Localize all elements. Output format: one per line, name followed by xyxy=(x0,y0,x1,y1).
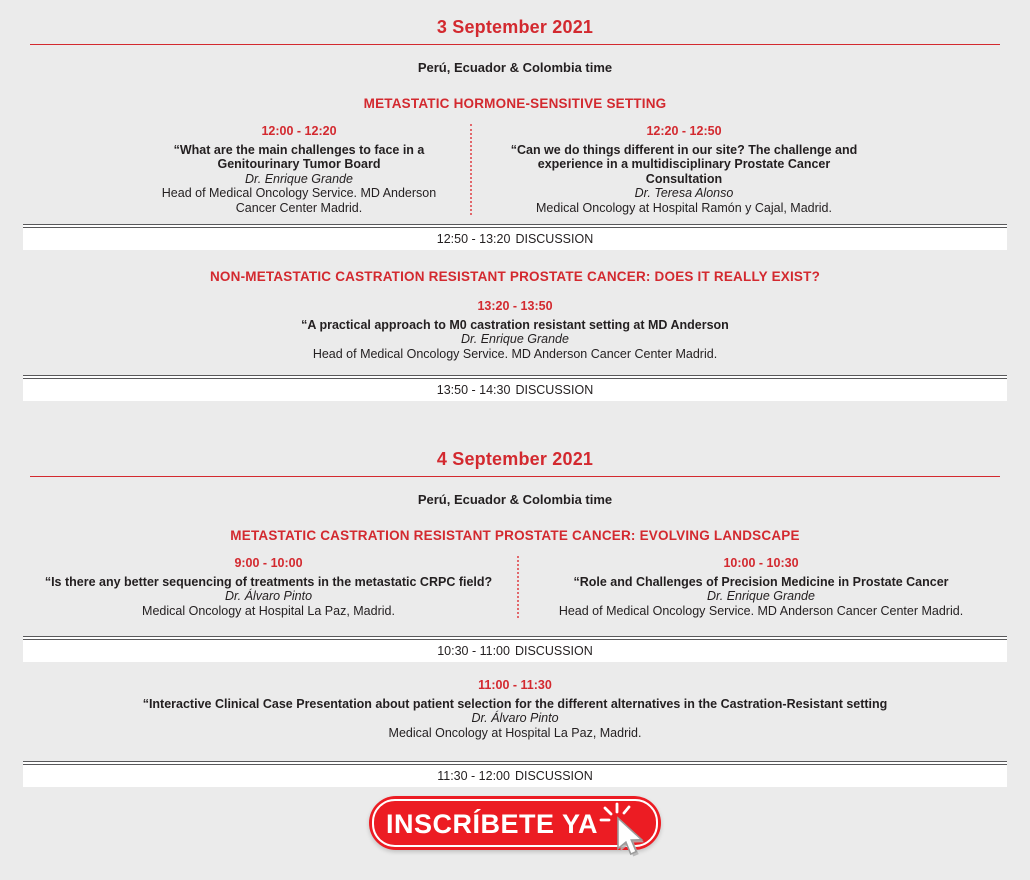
day-2-session-3 xyxy=(0,678,1030,740)
discussion-label: DISCUSSION xyxy=(514,769,593,783)
session-time: 11:00 - 11:30 xyxy=(478,678,552,692)
day-1-session-2 xyxy=(470,124,1030,215)
discussion-bar xyxy=(23,636,1007,662)
day-1-date: 3 September 2021 xyxy=(436,17,594,37)
day-2-timezone: Perú, Ecuador & Colombia time xyxy=(417,492,613,507)
register-button-area xyxy=(0,796,1030,850)
day-1-session-3 xyxy=(0,299,1030,361)
day-2-session-2 xyxy=(517,556,1030,618)
discussion-time: 10:30 - 11:00 xyxy=(437,644,510,658)
session-speaker: Dr. Teresa Alonso xyxy=(634,186,734,200)
discussion-bar xyxy=(23,375,1007,401)
session-affiliation: Medical Oncology at Hospital La Paz, Madrid. xyxy=(388,725,642,740)
session-affiliation: Medical Oncology at Hospital La Paz, Madrid. xyxy=(142,603,395,618)
discussion-time: 11:30 - 12:00 xyxy=(437,769,510,783)
session-affiliation: Head of Medical Oncology Service. MD Anderson Cancer Center Madrid. xyxy=(161,186,437,215)
day-2-session-row xyxy=(0,556,1030,618)
session-speaker: Dr. Enrique Grande xyxy=(707,589,815,603)
red-divider-line xyxy=(30,476,1000,477)
session-affiliation: Head of Medical Oncology Service. MD Anderson Cancer Center Madrid. xyxy=(312,346,718,361)
session-time: 13:20 - 13:50 xyxy=(477,299,553,313)
day-1-section xyxy=(0,17,1030,401)
session-time: 10:00 - 10:30 xyxy=(723,556,799,570)
day-2-section xyxy=(0,449,1030,787)
session-speaker: Dr. Álvaro Pinto xyxy=(224,589,313,603)
discussion-label: DISCUSSION xyxy=(515,383,594,397)
session-title: “Interactive Clinical Case Presentation about patient selection for the different alternatives in the Castration-Resistant setting xyxy=(142,696,888,711)
session-speaker: Dr. Álvaro Pinto xyxy=(471,711,559,725)
session-speaker: Dr. Enrique Grande xyxy=(461,332,569,346)
discussion-label: DISCUSSION xyxy=(514,644,593,658)
session-title: “What are the main challenges to face in a Genitourinary Tumor Board xyxy=(173,142,425,171)
session-title: “Is there any better sequencing of treatments in the metastatic CRPC field? xyxy=(44,574,493,589)
session-affiliation: Head of Medical Oncology Service. MD Anderson Cancer Center Madrid. xyxy=(558,603,964,618)
session-title: “A practical approach to M0 castration resistant setting at MD Anderson xyxy=(301,317,729,332)
session-speaker: Dr. Enrique Grande xyxy=(245,171,353,186)
day-2-heading-1: METASTATIC CASTRATION RESISTANT PROSTATE CANCER: EVOLVING LANDSCAPE xyxy=(230,528,800,543)
session-title: “Role and Challenges of Precision Medicine in Prostate Cancer xyxy=(573,574,949,589)
register-button[interactable] xyxy=(369,796,661,850)
day-2-date: 4 September 2021 xyxy=(436,449,594,469)
day-1-heading-2: NON-METASTATIC CASTRATION RESISTANT PROSTATE CANCER: DOES IT REALLY EXIST? xyxy=(209,269,821,284)
discussion-label: DISCUSSION xyxy=(515,232,594,246)
discussion-time: 13:50 - 14:30 xyxy=(436,383,511,397)
session-affiliation: Medical Oncology at Hospital Ramón y Cajal, Madrid. xyxy=(536,200,832,215)
day-2-session-1 xyxy=(0,556,517,618)
register-button-label: INSCRÍBETE YA xyxy=(385,809,599,839)
day-1-heading-1: METASTATIC HORMONE-SENSITIVE SETTING xyxy=(363,96,667,111)
discussion-time: 12:50 - 13:20 xyxy=(436,232,511,246)
session-time: 12:00 - 12:20 xyxy=(261,124,337,138)
session-time: 12:20 - 12:50 xyxy=(646,124,722,138)
day-1-timezone: Perú, Ecuador & Colombia time xyxy=(417,60,613,75)
day-1-session-row xyxy=(0,124,1030,215)
day-1-session-1 xyxy=(0,124,470,215)
session-title: “Can we do things different in our site? The challenge and experience in a multidisciplinary Prostate Cancer Consultation xyxy=(510,142,858,186)
discussion-bar xyxy=(23,224,1007,250)
red-divider-line xyxy=(30,44,1000,45)
session-time: 9:00 - 10:00 xyxy=(234,556,303,570)
discussion-bar xyxy=(23,761,1007,787)
